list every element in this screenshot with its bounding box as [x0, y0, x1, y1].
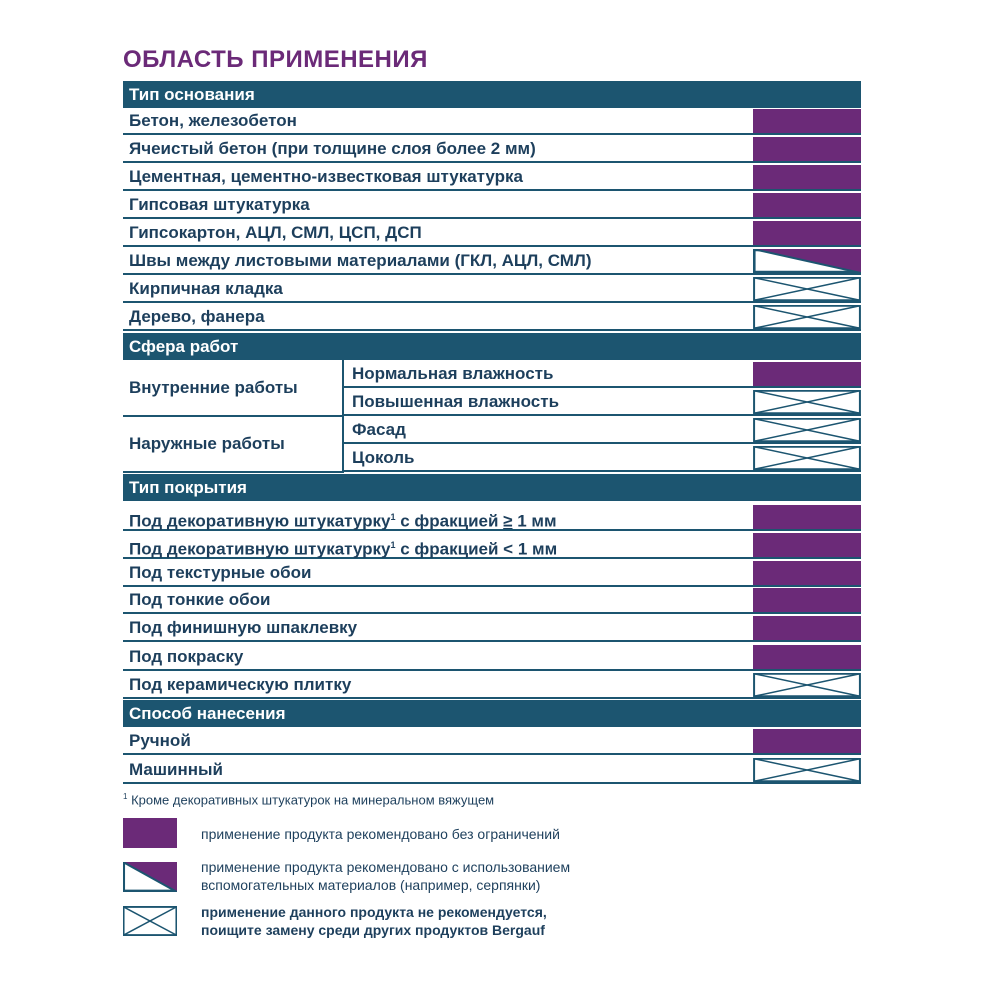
table-row	[123, 560, 861, 587]
status-none-cell	[753, 305, 861, 329]
legend-swatch-full	[123, 818, 177, 848]
row-label: Фасад	[352, 420, 406, 439]
row-label: Под декоративную штукатурку$^1$ с фракцией < 1 мм	[129, 539, 558, 559]
row-label: Цементная, цементно-известковая штукатурка	[129, 167, 523, 186]
status-full-cell	[753, 505, 861, 529]
group-separator	[123, 471, 344, 473]
status-full-cell	[753, 645, 861, 669]
row-label: Нормальная влажность	[352, 364, 554, 383]
table-row	[123, 248, 861, 275]
status-full-cell	[753, 221, 861, 245]
table-row	[123, 220, 861, 247]
row-label: Ручной	[129, 731, 191, 750]
status-none-cell	[753, 673, 861, 697]
table-row	[123, 615, 861, 642]
row-label: Под текстурные обои	[129, 563, 312, 582]
row-label: Под керамическую плитку	[129, 675, 352, 694]
row-label: Гипсокартон, АЦЛ, СМЛ, ЦСП, ДСП	[129, 223, 422, 242]
row-label: Под тонкие обои	[129, 590, 271, 609]
table-row	[123, 672, 861, 699]
footnote-mark: 1	[390, 540, 396, 550]
status-full-cell	[753, 616, 861, 640]
group-label-interior: Внутренние работы	[129, 378, 298, 397]
row-label: Бетон, железобетон	[129, 111, 297, 130]
table-row	[123, 504, 861, 531]
table-row	[123, 276, 861, 303]
status-none-cell	[753, 446, 861, 470]
legend-swatch-none	[123, 906, 177, 936]
status-none-cell	[753, 758, 861, 782]
table-row	[123, 108, 861, 135]
row-label: Цоколь	[352, 448, 415, 467]
status-full-cell	[753, 729, 861, 753]
table-row	[123, 644, 861, 671]
legend-text-none: применение данного продукта не рекомендуется, поищите замену среди других продуктов Bergauf	[201, 904, 547, 938]
row-label: Дерево, фанера	[129, 307, 265, 326]
section-header-coating: Тип покрытия	[123, 474, 861, 501]
legend-text-partial: применение продукта рекомендовано с использованием вспомогательных материалов (например, серпянки)	[201, 859, 571, 893]
table-row	[344, 361, 861, 388]
table-row	[123, 304, 861, 331]
status-none-cell	[753, 418, 861, 442]
table-row	[344, 389, 861, 416]
status-full-cell	[753, 165, 861, 189]
footnote: $^1$ Кроме декоративных штукатурок на минеральном вяжущем	[123, 792, 495, 808]
status-partial-cell	[753, 249, 861, 273]
status-full-cell	[753, 362, 861, 386]
row-label: Под декоративную штукатурку$^1$ с фракцией ≥ 1 мм	[129, 511, 557, 531]
status-full-cell	[753, 109, 861, 133]
footnote-mark: 1	[123, 792, 128, 801]
status-full-cell	[753, 533, 861, 557]
status-none-cell	[753, 277, 861, 301]
group-label-exterior: Наружные работы	[129, 434, 285, 453]
row-label: Швы между листовыми материалами (ГКЛ, АЦЛ, СМЛ)	[129, 251, 592, 270]
status-full-cell	[753, 588, 861, 612]
legend-swatch-partial	[123, 862, 177, 892]
group-separator	[123, 415, 344, 417]
footnote-mark: 1	[390, 512, 396, 522]
section-header-base: Тип основания	[123, 81, 861, 108]
table-row	[344, 445, 861, 472]
table-row	[123, 164, 861, 191]
section-header-method: Способ нанесения	[123, 700, 861, 727]
row-label: Под покраску	[129, 647, 244, 666]
status-full-cell	[753, 561, 861, 585]
table-row	[123, 757, 861, 784]
row-label: Машинный	[129, 760, 223, 779]
row-label: Кирпичная кладка	[129, 279, 283, 298]
status-full-cell	[753, 193, 861, 217]
table-row	[123, 587, 861, 614]
legend-text-full: применение продукта рекомендовано без ограничений	[201, 826, 560, 842]
row-label: Под финишную шпаклевку	[129, 618, 358, 637]
page-title: ОБЛАСТЬ ПРИМЕНЕНИЯ	[123, 46, 428, 73]
table-row	[123, 728, 861, 755]
section-header-works: Сфера работ	[123, 333, 861, 360]
table-row	[123, 532, 861, 559]
row-label: Повышенная влажность	[352, 392, 560, 411]
status-none-cell	[753, 390, 861, 414]
row-label: Ячеистый бетон (при толщине слоя более 2 мм)	[129, 139, 536, 158]
table-row	[123, 136, 861, 163]
table-row	[123, 192, 861, 219]
row-label: Гипсовая штукатурка	[129, 195, 310, 214]
status-full-cell	[753, 137, 861, 161]
table-row	[344, 417, 861, 444]
